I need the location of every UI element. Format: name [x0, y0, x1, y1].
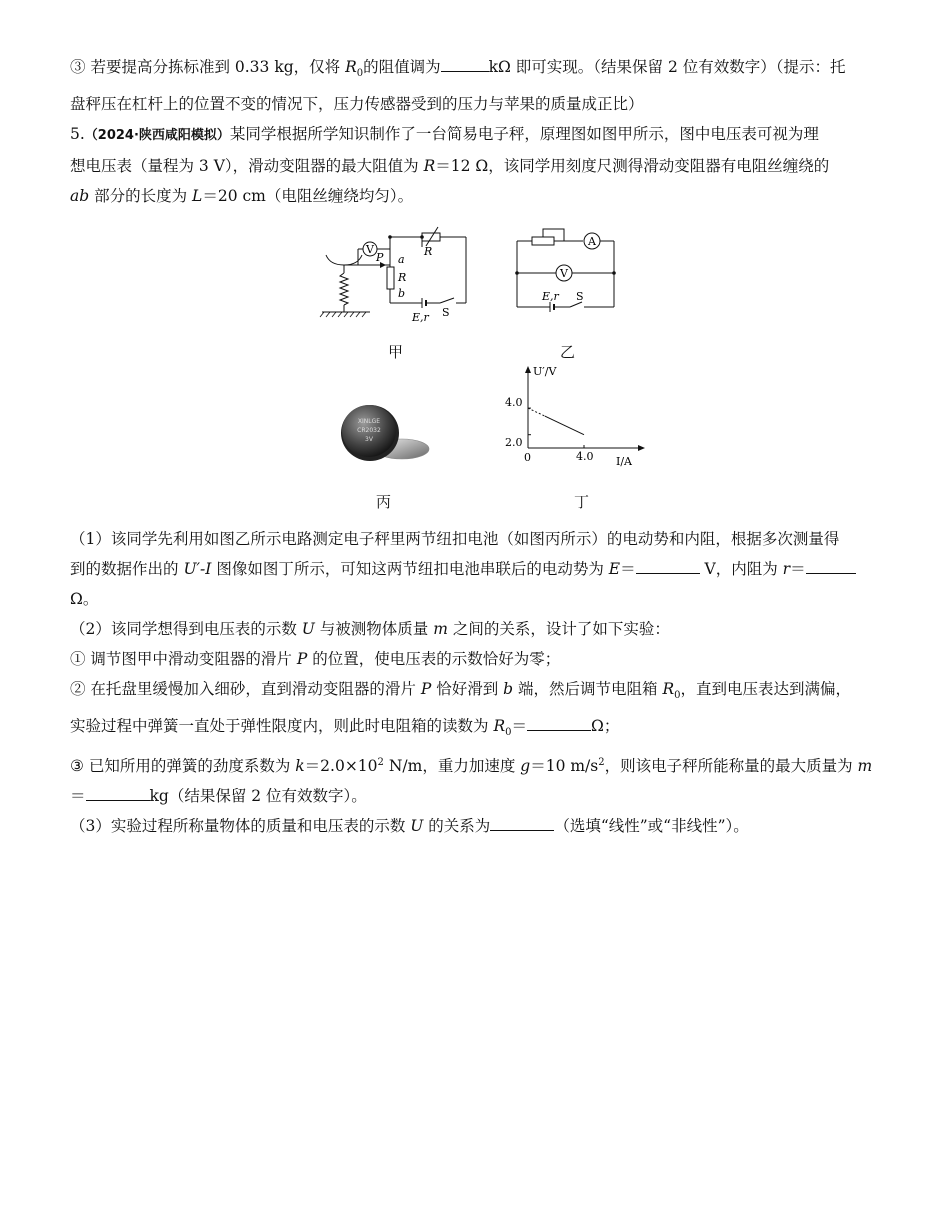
caption-yi: 乙 — [560, 343, 576, 362]
svg-text:V: V — [560, 267, 568, 281]
question-source: （2024·陕西咸阳模拟） — [84, 128, 230, 144]
y-tick-1: 4.0 — [505, 396, 523, 410]
answer-blank[interactable] — [86, 782, 150, 801]
circuit-jia — [314, 217, 474, 327]
svg-text:CR2032: CR2032 — [357, 427, 381, 435]
y-axis-label: U′/V — [533, 365, 557, 379]
sub-question-3: （3）实验过程所称量物体的质量和电压表的示数 U 的关系为 （选填“线性”或“非线性”）。 — [70, 811, 878, 841]
svg-text:E,r: E,r — [542, 290, 559, 304]
resistance-box — [422, 233, 440, 241]
x-tick-0: 0 — [524, 451, 531, 465]
svg-text:E,r: E,r — [412, 311, 429, 325]
svg-text:V: V — [366, 243, 374, 257]
svg-text:A: A — [588, 235, 596, 249]
svg-text:XINLGE: XINLGE — [357, 418, 381, 426]
ui-graph — [500, 365, 650, 480]
sub-question-1: （1）该同学先利用如图乙所示电路测定电子秤里两节纽扣电池（如图丙所示）的电动势和内阻，根据多次测量得 到的数据作出的 U′-I 图像如图丁所示，可知这两节纽扣电池串联后的电动势为 E＝ V，内阻为 r＝ Ω。 — [70, 524, 878, 614]
answer-blank[interactable] — [527, 712, 591, 731]
page — [70, 52, 878, 841]
q4-part3-num: ③ — [70, 58, 86, 76]
x-axis-label: I/A — [616, 455, 632, 469]
data-line-dashed — [528, 408, 545, 416]
data-line — [545, 416, 584, 435]
sub-question-2: （2）该同学想得到电压表的示数 U 与被测物体质量 m 之间的关系，设计了如下实验： ① 调节图甲中滑动变阻器的滑片 P 的位置，使电压表的示数恰好为零； ② 在托盘里缓慢加入细砂，直到滑动变阻器的滑片 P 恰好滑到 b 端，然后调节电阻箱 $R_0$，直到电压表达到满偏， 实验过程中弹簧一直处于弹性限度内，则此时电阻箱的读数为 $R_0= \Omega$； ③ 已知所用的弹簧的劲度系数为 $k=2.0\times 10^2$ N/m，重力加速度 g＝10 $m/s^2$，则该电子秤所能称量的最大质量为 m ＝ kg（结果保留 2 位有效数字）。 — [70, 620, 873, 806]
svg-text:R: R — [398, 271, 407, 285]
svg-text:S: S — [576, 290, 584, 304]
svg-text:P: P — [376, 251, 384, 265]
svg-text:R: R — [424, 245, 433, 259]
tray-shape — [326, 255, 362, 265]
spring-shape — [340, 273, 348, 305]
svg-text:3V: 3V — [365, 436, 373, 444]
rheostat — [387, 267, 394, 289]
svg-text:b: b — [398, 287, 406, 301]
caption-ding: 丁 — [574, 493, 590, 512]
caption-bing: 丙 — [376, 493, 392, 512]
question-number: 5. — [70, 125, 85, 144]
caption-jia: 甲 — [388, 343, 404, 362]
svg-text:a: a — [398, 253, 405, 267]
answer-blank[interactable] — [636, 555, 700, 574]
answer-blank[interactable] — [441, 53, 489, 72]
answer-blank[interactable] — [490, 812, 554, 831]
slide-rheostat — [532, 237, 554, 245]
circuit-yi — [512, 217, 622, 317]
q5-stem: 5.（2024·陕西咸阳模拟）某同学根据所学知识制作了一台简易电子秤，原理图如图甲所示，图中电压表可视为理 想电压表（量程为 3 V），滑动变阻器的最大阻值为 R＝12 Ω，该同学用刻度尺测得滑动变阻器有电阻丝缠绕的 ab 部分的长度为 L＝20 cm（电阻丝缠绕均匀）。 — [70, 125, 830, 206]
button-battery-photo — [334, 401, 434, 471]
svg-text:S: S — [442, 306, 450, 320]
q4-part3: ③ 若要提高分拣标准到 0.33 kg，仅将 $R_0$的阻值调为 kΩ 即可实现。（结果保留 2 位有效数字）（提示：托 盘秤压在杠杆上的位置不变的情况下，压力传感器受到的压力与苹果的质量成正比） — [70, 52, 878, 119]
plot-area — [528, 408, 584, 448]
figures — [70, 217, 878, 522]
x-tick-1: 4.0 — [576, 450, 594, 464]
answer-blank[interactable] — [806, 555, 856, 574]
y-tick-0: 2.0 — [505, 436, 523, 450]
